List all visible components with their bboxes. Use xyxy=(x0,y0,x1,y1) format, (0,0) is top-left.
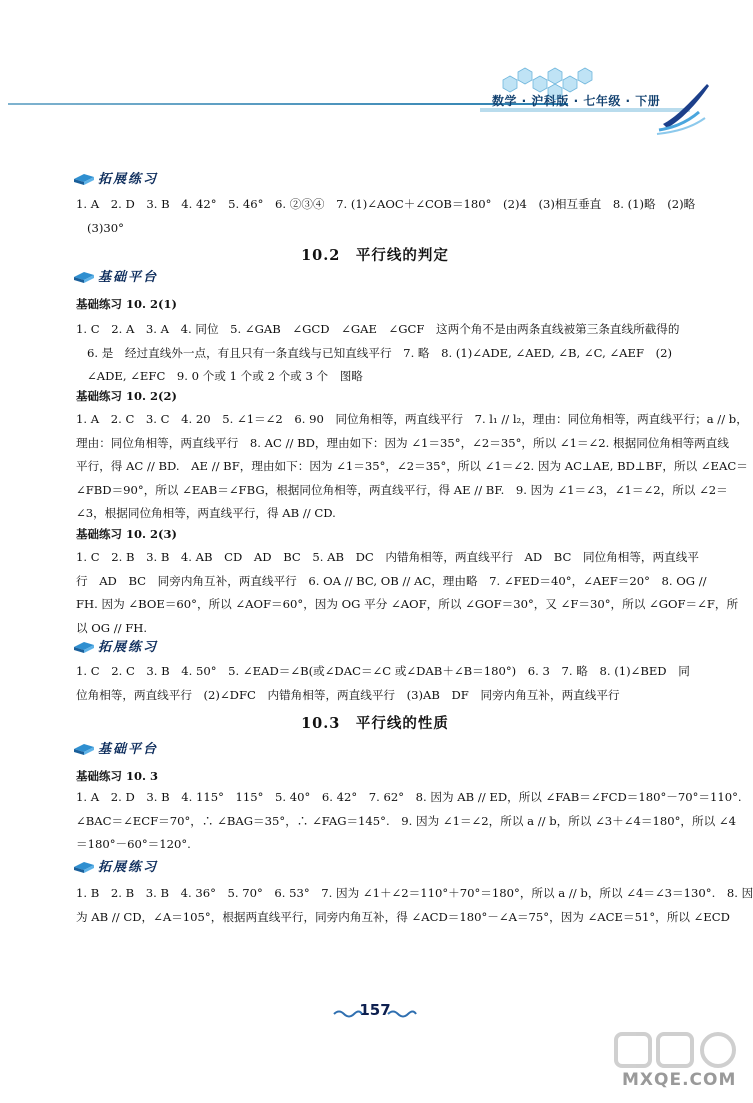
badge-label: 拓展练习 xyxy=(98,171,159,187)
extend-practice-badge xyxy=(72,166,158,188)
page-number-text: 157 xyxy=(359,1001,391,1019)
extend-answers-1 xyxy=(76,193,696,240)
answer-line: 1. C 2. B 3. B 4. AB CD AD BC 5. AB DC 内错角相等，两直线平行 AD BC 同位角相等，两直线平 xyxy=(76,550,699,564)
answer-line: 1. A 2. D 3. B 4. 115° 115° 5. 40° 6. 42° 7. 62° 8. 因为 AB // ED，所以 ∠FAB＝∠FCD＝180°－70°＝110°. xyxy=(76,790,742,804)
answer-line: 1. C 2. C 3. B 4. 50° 5. ∠EAD＝∠B(或∠DAC＝∠C 或∠DAB＋∠B＝180°) 6. 3 7. 略 8. (1)∠BED 同 xyxy=(76,664,690,678)
chapter-title-10-3: 10.3 平行线的性质 xyxy=(301,715,449,732)
book-icon xyxy=(72,636,96,654)
answer-line: ＝180°－60°＝120°. xyxy=(76,837,191,851)
extend-practice-badge xyxy=(72,634,158,656)
exercise-title: 基础练习 10. 2(3) xyxy=(76,527,177,541)
extend-practice-badge xyxy=(72,854,158,876)
watermark-text: MXQE.COM xyxy=(622,1070,737,1090)
answer-line: 以 OG // FH. xyxy=(76,620,148,635)
badge-label: 基础平台 xyxy=(98,269,159,285)
basic-answers-2 xyxy=(76,408,748,526)
answer-line: ∠BAC＝∠ECF＝70°，∴ ∠BAG＝35°，∴ ∠FAG＝145°. 9. 因为 ∠1＝∠2，所以 a // b，所以 ∠3＋∠4＝180°，所以 ∠4 xyxy=(76,813,736,828)
exercise-title: 基础练习 10. 2(1) xyxy=(76,297,177,311)
answer-line: 位角相等，两直线平行 (2)∠DFC 内错角相等，两直线平行 (3)AB DF 同旁内角互补，两直线平行 xyxy=(76,687,620,702)
extend-answers-3 xyxy=(76,882,753,929)
answer-line: 1. A 2. C 3. C 4. 20 5. ∠1＝∠2 6. 90 同位角相等，两直线平行 7. l₁ // l₂，理由：同位角相等，两直线平行；a // b， xyxy=(76,412,748,426)
badge-label: 拓展练习 xyxy=(98,859,159,875)
basic-platform-badge xyxy=(72,264,158,286)
answer-line: ∠FBD＝90°，所以 ∠EAB＝∠FBG，根据同位角相等，两直线平行，得 AE // BF. 9. 因为 ∠1＝∠3，∠1＝∠2，所以 ∠2＝ xyxy=(76,482,728,497)
answer-line: 平行，得 AC // BD. AE // BF，理由如下：因为 ∠1＝35°，∠2＝35°，所以 ∠1＝∠2. 因为 AC⊥AE, BD⊥BF，所以 ∠EAC＝ xyxy=(76,459,748,473)
wave-ornament-icon xyxy=(387,1008,417,1018)
wave-ornament-icon xyxy=(333,1008,363,1018)
answer-line: ∠3，根据同位角相等，两直线平行，得 AB // CD. xyxy=(76,506,336,520)
answer-line: 1. A 2. D 3. B 4. 42° 5. 46° 6. ②③④ 7. (1)∠AOC＋∠COB＝180° (2)4 (3)相互垂直 8. (1)略 (2)略 xyxy=(76,197,696,211)
badge-label: 基础平台 xyxy=(98,741,159,757)
basic-answers-1 xyxy=(76,318,680,389)
answer-line: 1. C 2. A 3. A 4. 同位 5. ∠GAB ∠GCD ∠GAE ∠GCF 这两个角不是由两条直线被第三条直线所截得的 xyxy=(76,322,680,336)
book-icon xyxy=(72,738,96,756)
exercise-title: 基础练习 10. 3 xyxy=(76,769,159,783)
page-number xyxy=(335,1000,415,1019)
answer-line: ∠ADE, ∠EFC 9. 0 个或 1 个或 2 个或 3 个 图略 xyxy=(87,369,363,383)
basic-platform-badge xyxy=(72,736,158,758)
book-icon xyxy=(72,856,96,874)
book-icon xyxy=(72,266,96,284)
answer-line: 1. B 2. B 3. B 4. 36° 5. 70° 6. 53° 7. 因为 ∠1＋∠2＝110°＋70°＝180°，所以 a // b，所以 ∠4＝∠3＝130°. 8. 因 xyxy=(76,886,753,900)
badge-label: 拓展练习 xyxy=(98,639,159,655)
answer-line: (3)30° xyxy=(87,220,124,235)
answer-line: 理由：同位角相等，两直线平行 8. AC // BD，理由如下：因为 ∠1＝35°，∠2＝35°，所以 ∠1＝∠2. 根据同位角相等两直线 xyxy=(76,435,729,450)
chapter-title-10-2: 10.2 平行线的判定 xyxy=(301,247,449,264)
answer-line: FH. 因为 ∠BOE＝60°，所以 ∠AOF＝60°，因为 OG 平分 ∠AOF，所以 ∠GOF＝30°，又 ∠F＝30°，所以 ∠GOF＝∠F，所 xyxy=(76,597,739,611)
pen-icon xyxy=(655,78,715,138)
answer-line: 行 AD BC 同旁内角互补，两直线平行 6. OA // BC, OB // AC，理由略 7. ∠FED＝40°，∠AEF＝20° 8. OG // xyxy=(76,573,707,588)
header-title: 数学 · 沪科版 · 七年级 · 下册 xyxy=(492,94,661,108)
extend-answers-2 xyxy=(76,660,690,707)
answer-line: 为 AB // CD，∠A＝105°，根据两直线平行，同旁内角互补，得 ∠ACD＝180°－∠A＝75°，因为 ∠ACE＝51°，所以 ∠ECD xyxy=(76,909,730,924)
basic-answers-3 xyxy=(76,546,739,640)
basic-answers-4 xyxy=(76,786,742,857)
exercise-title: 基础练习 10. 2(2) xyxy=(76,389,177,403)
book-icon xyxy=(72,168,96,186)
answer-line: 6. 是 经过直线外一点，有且只有一条直线与已知直线平行 7. 略 8. (1)∠ADE, ∠AED, ∠B, ∠C, ∠AEF (2) xyxy=(87,345,673,360)
